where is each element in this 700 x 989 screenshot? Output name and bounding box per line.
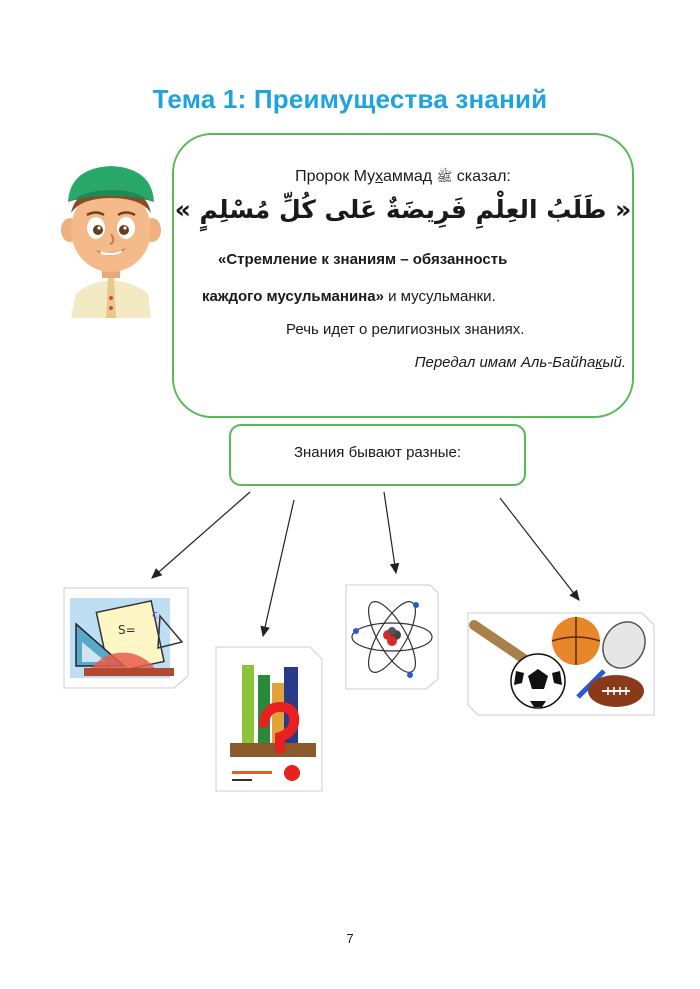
hadith-source	[415, 354, 626, 371]
geometry-clipart	[62, 586, 190, 690]
translation-line-2	[202, 288, 496, 305]
source-underlined-letter: к	[595, 354, 603, 371]
source-text: Передал имам Аль-Байhа	[414, 354, 596, 371]
arrow-2	[263, 500, 294, 636]
hadith-note: Речь идет о религиозных знаниях.	[286, 321, 525, 338]
translation-rest: и мусульманки.	[383, 288, 496, 305]
hadith-intro	[174, 168, 632, 188]
knowledge-label: Знания бывают разные:	[293, 444, 462, 461]
source-text-2: ый.	[602, 354, 626, 371]
page-title: Тема 1: Преимущества знаний	[152, 84, 548, 114]
translation-line-1: «Стремление к знаниям – обязанность	[218, 251, 508, 268]
intro-end: сказал:	[456, 168, 511, 185]
intro-underlined-letter: х	[375, 168, 383, 185]
hadith-box	[172, 133, 634, 418]
intro-text-2: аммад	[383, 168, 433, 185]
sports-clipart	[466, 611, 656, 717]
arrow-3	[384, 492, 396, 573]
boy-character-illustration	[56, 158, 166, 318]
knowledge-types-box	[229, 424, 526, 486]
translation-bold: каждого мусульманина»	[202, 288, 384, 305]
svg-text:S=: S=	[118, 623, 136, 637]
atom-clipart	[344, 583, 440, 691]
intro-text: Пророк Му	[295, 168, 376, 185]
arrow-1	[152, 492, 250, 578]
arabic-hadith: « طَلَبُ العِلْمِ فَرِيضَةٌ عَلى كُلِّ مُسْلِمٍ »	[174, 195, 632, 224]
svg-text:c: c	[152, 608, 159, 621]
history-clipart	[214, 645, 324, 793]
page-number: 7	[346, 931, 354, 946]
arrow-4	[500, 498, 579, 600]
salawat-symbol: ﷺ	[436, 170, 453, 185]
